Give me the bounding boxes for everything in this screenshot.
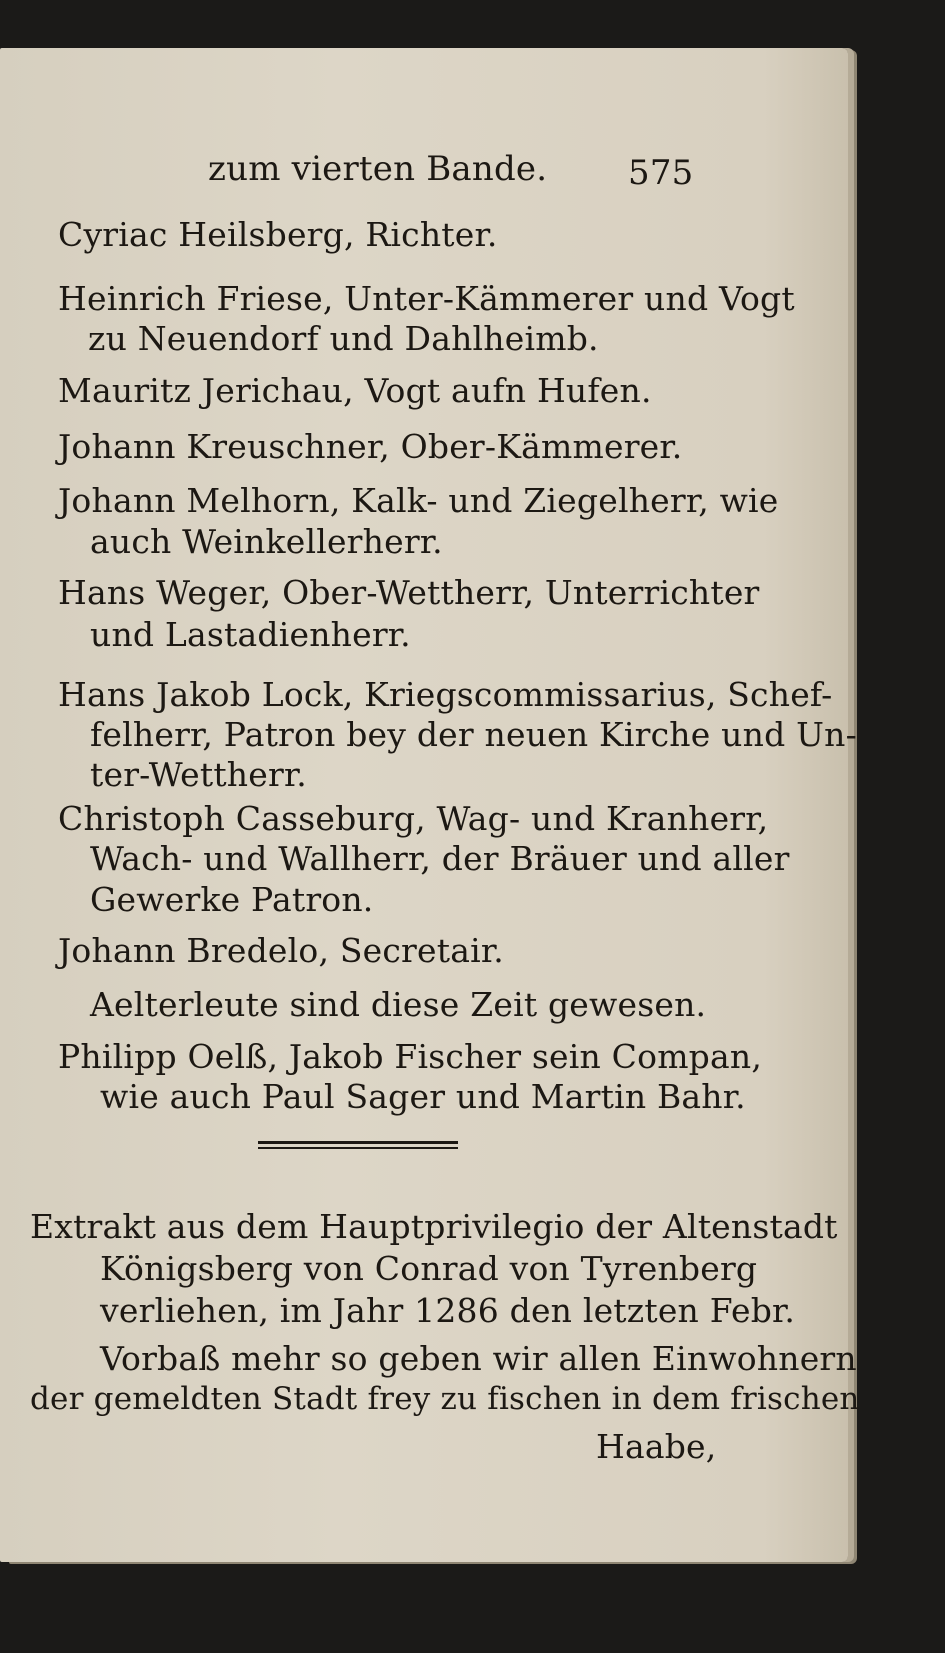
text-line: felherr, Patron bey der neuen Kirche und Un- xyxy=(90,715,857,754)
text-line: Christoph Casseburg, Wag- und Kranherr, xyxy=(58,799,769,838)
text-line: wie auch Paul Sager und Martin Bahr. xyxy=(100,1077,746,1116)
text-line: Aelterleute sind diese Zeit gewesen. xyxy=(90,985,707,1024)
page-number: 575 xyxy=(628,153,694,193)
text-line: und Lastadienherr. xyxy=(90,615,411,654)
text-line: Hans Jakob Lock, Kriegscommissarius, Schef- xyxy=(58,675,833,714)
text-line: Johann Melhorn, Kalk- und Ziegelherr, wie xyxy=(58,481,779,520)
text-line: Mauritz Jerichau, Vogt aufn Hufen. xyxy=(58,371,652,410)
text-line: der gemeldten Stadt frey zu fischen in dem frischen xyxy=(30,1381,860,1417)
text-line: Heinrich Friese, Unter-Kämmerer und Vogt xyxy=(58,279,795,318)
text-line: ter-Wettherr. xyxy=(90,755,307,794)
catchword: Haabe, xyxy=(596,1427,717,1466)
text-line: Johann Bredelo, Secretair. xyxy=(58,931,504,970)
text-line: Königsberg von Conrad von Tyrenberg xyxy=(100,1249,758,1288)
text-line: auch Weinkellerherr. xyxy=(90,522,443,561)
text-line: Wach- und Wallherr, der Bräuer und aller xyxy=(90,839,790,878)
text-line: zu Neuendorf und Dahlheimb. xyxy=(88,319,599,358)
text-line: Extrakt aus dem Hauptprivilegio der Altenstadt xyxy=(30,1207,838,1246)
text-line: Gewerke Patron. xyxy=(90,880,374,919)
section-divider xyxy=(258,1141,458,1154)
text-line: Philipp Oelß, Jakob Fischer sein Compan, xyxy=(58,1037,763,1076)
text-line: Hans Weger, Ober-Wettherr, Unterrichter xyxy=(58,573,760,612)
text-line: verliehen, im Jahr 1286 den letzten Febr. xyxy=(100,1291,796,1330)
text-line: Johann Kreuschner, Ober-Kämmerer. xyxy=(58,427,683,466)
running-header: zum vierten Bande. xyxy=(208,149,548,189)
text-line: Vorbaß mehr so geben wir allen Einwohnern xyxy=(100,1339,857,1378)
text-line: Cyriac Heilsberg, Richter. xyxy=(58,215,498,254)
